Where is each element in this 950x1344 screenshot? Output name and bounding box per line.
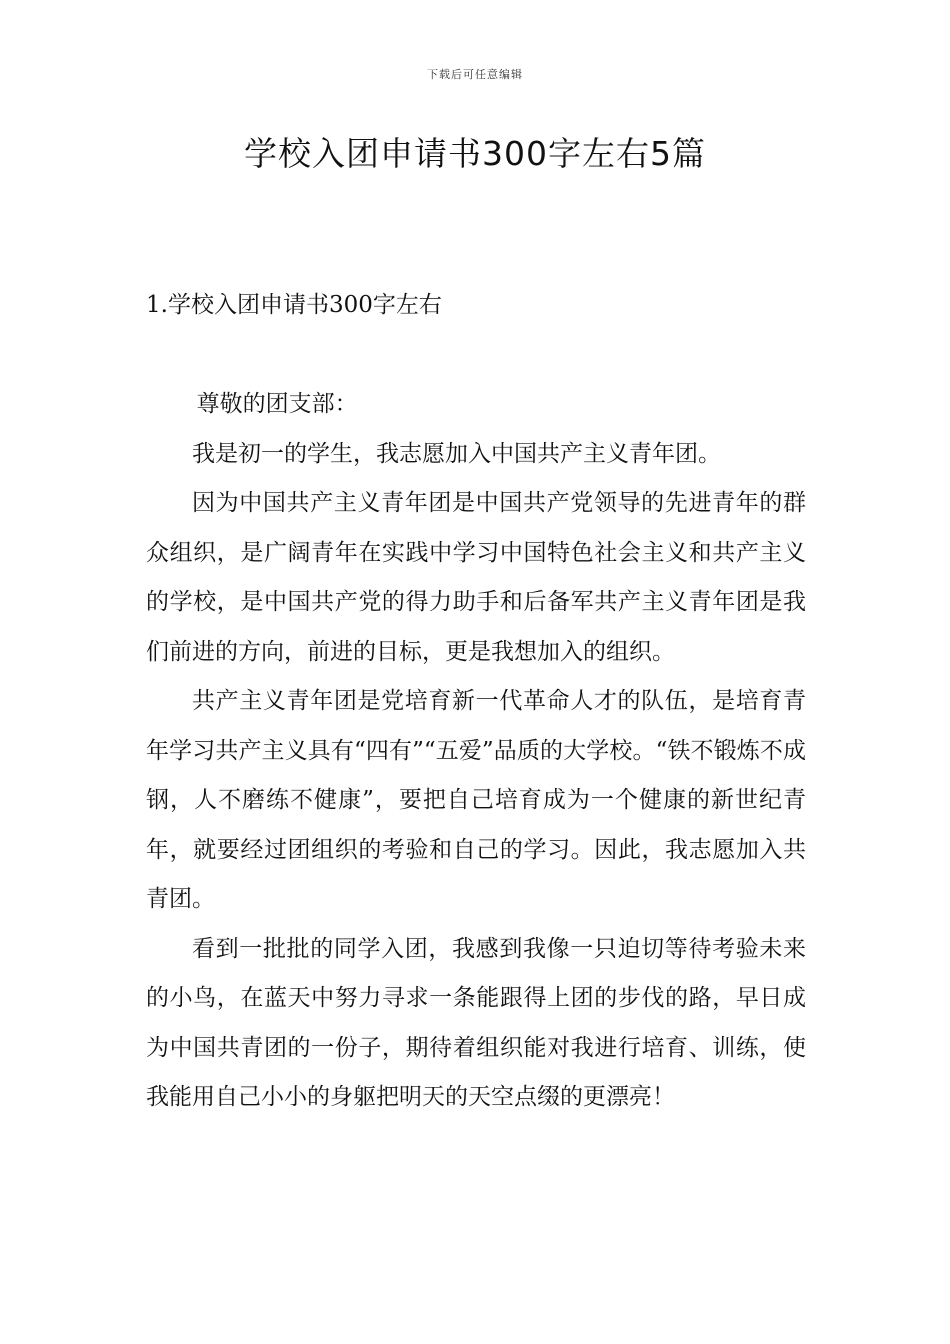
document-title: 学校入团申请书300字左右5篇	[244, 134, 706, 173]
header-note: 下载后可任意编辑	[427, 68, 523, 81]
letter-body	[146, 380, 806, 1123]
salutation: 尊敬的团支部：	[196, 391, 358, 417]
section-heading: 1.学校入团申请书300字左右	[146, 292, 442, 318]
paragraph-2: 因为中国共产主义青年团是中国共产党领导的先进青年的群众组织，是广阔青年在实践中学习中国特色社会主义和共产主义的学校，是中国共产党的得力助手和后备军共产主义青年团是我们前进的方向，前进的目标，更是我想加入的组织。	[146, 490, 806, 665]
paragraph-1: 我是初一的学生，我志愿加入中国共产主义青年团。	[192, 440, 721, 467]
paragraph-3: 共产主义青年团是党培育新一代革命人才的队伍，是培育青年学习共产主义具有“四有”“五爱”品质的大学校。“铁不锻炼不成钢，人不磨练不健康”，要把自己培育成为一个健康的新世纪青年，就要经过团组织的考验和自己的学习。因此，我志愿加入共青团。	[146, 688, 806, 912]
paragraph-4: 看到一批批的同学入团，我感到我像一只迫切等待考验未来的小鸟，在蓝天中努力寻求一条能跟得上团的步伐的路，早日成为中国共青团的一份子，期待着组织能对我进行培育、训练，使我能用自己小小的身躯把明天的天空点缀的更漂亮！	[146, 935, 806, 1110]
